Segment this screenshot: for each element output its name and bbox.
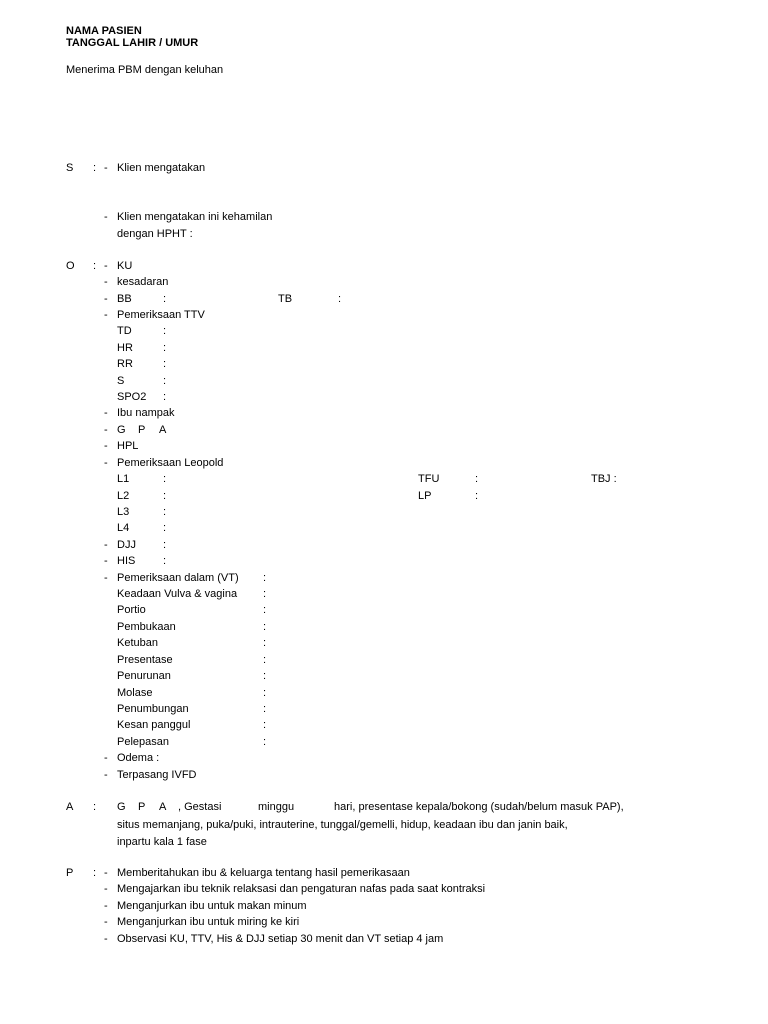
o-tbj: TBJ :: [591, 473, 617, 485]
o-hr: HR: [117, 342, 133, 354]
p-item-2: Mengajarkan ibu teknik relaksasi dan pengaturan nafas pada saat kontraksi: [117, 883, 486, 895]
o-djj: DJJ: [117, 539, 136, 551]
o-lp: LP: [418, 490, 432, 502]
a-a: A: [159, 801, 167, 813]
o-ttv: Pemeriksaan TTV: [117, 309, 205, 321]
o-hpl: HPL: [117, 440, 139, 452]
o-ketuban: Ketuban: [117, 637, 158, 649]
o-ivfd: Terpasang IVFD: [117, 769, 197, 781]
o-portio: Portio: [117, 604, 146, 616]
field-colon: :: [263, 621, 267, 633]
o-penumbungan: Penumbungan: [117, 703, 189, 715]
o-p: P: [138, 424, 146, 436]
a-hari: hari, presentase kepala/bokong (sudah/belum masuk PAP),: [334, 801, 624, 813]
field-colon: :: [263, 670, 267, 682]
field-colon: :: [163, 293, 167, 305]
o-tfu: TFU: [418, 473, 440, 485]
o-ibu-nampak: Ibu nampak: [117, 407, 175, 419]
s-klien-mengatakan: Klien mengatakan: [117, 162, 206, 174]
a-minggu: minggu: [258, 801, 295, 813]
section-s-letter: S: [66, 162, 74, 174]
field-colon: :: [163, 342, 167, 354]
bullet-dash: -: [104, 900, 108, 912]
field-colon: :: [163, 375, 167, 387]
bullet-dash: -: [104, 867, 108, 879]
o-s: S: [117, 375, 125, 387]
bullet-dash: -: [104, 211, 108, 223]
o-odema: Odema :: [117, 752, 160, 764]
o-ku: KU: [117, 260, 133, 272]
field-colon: :: [263, 654, 267, 666]
bullet-dash: -: [104, 572, 108, 584]
field-colon: :: [263, 572, 267, 584]
o-td: TD: [117, 325, 132, 337]
o-presentase: Presentase: [117, 654, 173, 666]
field-colon: :: [263, 588, 267, 600]
field-colon: :: [163, 391, 167, 403]
bullet-dash: -: [104, 260, 108, 272]
o-his: HIS: [117, 555, 136, 567]
section-a-colon: :: [93, 801, 97, 813]
field-colon: :: [263, 719, 267, 731]
field-colon: :: [163, 473, 167, 485]
o-a: A: [159, 424, 167, 436]
bullet-dash: -: [104, 424, 108, 436]
field-colon: :: [475, 490, 479, 502]
birth-date-age-label: TANGGAL LAHIR / UMUR: [66, 37, 199, 49]
bullet-dash: -: [104, 407, 108, 419]
field-colon: :: [163, 522, 167, 534]
o-l4: L4: [117, 522, 130, 534]
field-colon: :: [163, 506, 167, 518]
p-item-4: Menganjurkan ibu untuk miring ke kiri: [117, 916, 300, 928]
o-g: G: [117, 424, 126, 436]
field-colon: :: [163, 490, 167, 502]
o-leopold: Pemeriksaan Leopold: [117, 457, 224, 469]
o-kesan-panggul: Kesan panggul: [117, 719, 191, 731]
bullet-dash: -: [104, 293, 108, 305]
p-item-5: Observasi KU, TTV, His & DJJ setiap 30 menit dan VT setiap 4 jam: [117, 933, 444, 945]
field-colon: :: [263, 637, 267, 649]
a-line2: situs memanjang, puka/puki, intrauterine, tunggal/gemelli, hidup, keadaan ibu dan janin baik,: [117, 819, 568, 831]
o-rr: RR: [117, 358, 133, 370]
bullet-dash: -: [104, 769, 108, 781]
o-kesadaran: kesadaran: [117, 276, 169, 288]
field-colon: :: [163, 555, 167, 567]
s-hpht: dengan HPHT :: [117, 228, 193, 240]
o-bb: BB: [117, 293, 132, 305]
field-colon: :: [163, 358, 167, 370]
p-item-1: Memberitahukan ibu & keluarga tentang hasil pemerikasaan: [117, 867, 410, 879]
bullet-dash: -: [104, 440, 108, 452]
bullet-dash: -: [104, 276, 108, 288]
o-pembukaan: Pembukaan: [117, 621, 176, 633]
o-spo2: SPO2: [117, 391, 147, 403]
complaint-intro: Menerima PBM dengan keluhan: [66, 64, 224, 76]
section-o-colon: :: [93, 260, 97, 272]
o-l1: L1: [117, 473, 130, 485]
a-p: P: [138, 801, 146, 813]
o-l3: L3: [117, 506, 130, 518]
field-colon: :: [263, 703, 267, 715]
a-gestasi: , Gestasi: [178, 801, 222, 813]
patient-name-label: NAMA PASIEN: [66, 25, 142, 37]
o-l2: L2: [117, 490, 130, 502]
field-colon: :: [263, 604, 267, 616]
bullet-dash: -: [104, 162, 108, 174]
o-vt: Pemeriksaan dalam (VT): [117, 572, 239, 584]
field-colon: :: [475, 473, 479, 485]
section-o-letter: O: [66, 260, 75, 272]
field-colon: :: [263, 736, 267, 748]
o-tb: TB: [278, 293, 293, 305]
field-colon: :: [338, 293, 342, 305]
field-colon: :: [263, 687, 267, 699]
o-penurunan: Penurunan: [117, 670, 171, 682]
o-vulva: Keadaan Vulva & vagina: [117, 588, 238, 600]
bullet-dash: -: [104, 555, 108, 567]
s-kehamilan: Klien mengatakan ini kehamilan: [117, 211, 273, 223]
a-g: G: [117, 801, 126, 813]
field-colon: :: [163, 539, 167, 551]
bullet-dash: -: [104, 916, 108, 928]
bullet-dash: -: [104, 933, 108, 945]
bullet-dash: -: [104, 309, 108, 321]
o-pelepasan: Pelepasan: [117, 736, 169, 748]
bullet-dash: -: [104, 883, 108, 895]
section-s-colon: :: [93, 162, 97, 174]
section-a-letter: A: [66, 801, 74, 813]
bullet-dash: -: [104, 752, 108, 764]
bullet-dash: -: [104, 539, 108, 551]
a-line3: inpartu kala 1 fase: [117, 836, 207, 848]
p-item-3: Menganjurkan ibu untuk makan minum: [117, 900, 307, 912]
o-molase: Molase: [117, 687, 153, 699]
section-p-colon: :: [93, 867, 97, 879]
section-p-letter: P: [66, 867, 74, 879]
field-colon: :: [163, 325, 167, 337]
bullet-dash: -: [104, 457, 108, 469]
